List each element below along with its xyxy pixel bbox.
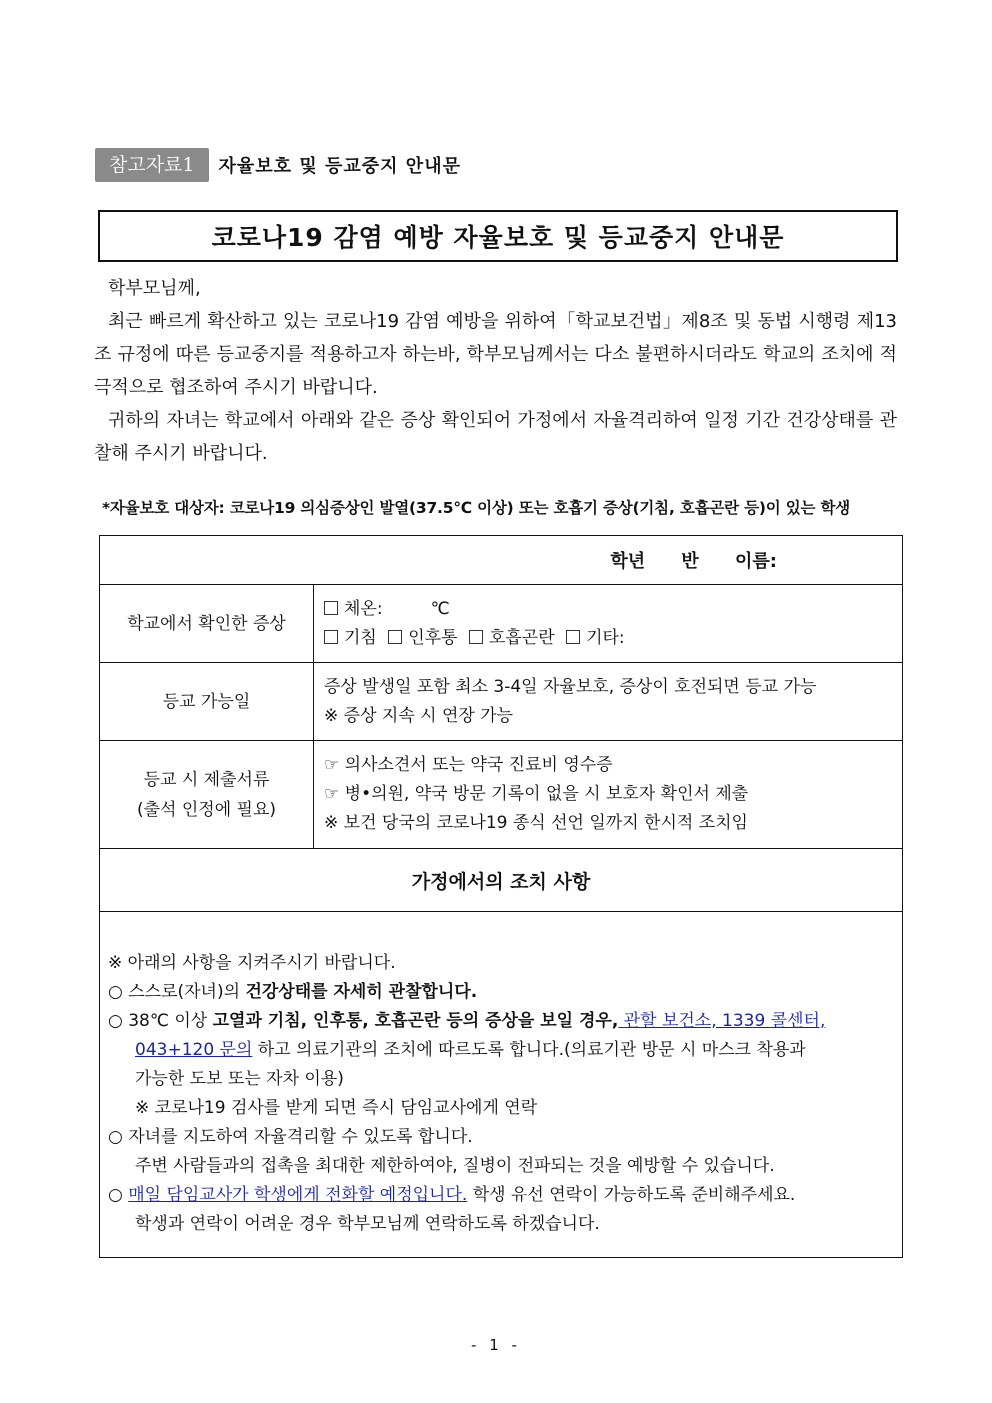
symptoms-value	[314, 585, 903, 663]
student-name-line: 학년 반 이름:	[100, 536, 903, 585]
home-measures-body	[100, 912, 903, 1258]
documents-line-3: ※ 보건 당국의 코로나19 종식 선언 일까지 한시적 조치임	[324, 813, 748, 833]
page-number: - 1 -	[471, 1336, 521, 1354]
intro-paragraph-2: 귀하의 자녀는 학교에서 아래와 같은 증상 확인되어 가정에서 자율격리하여 일정 기간 건강상태를 관찰해 주시기 바랍니다.	[94, 410, 897, 464]
home-line-4: 043+120 문의 하고 의료기관의 조치에 따르도록 합니다.(의료기관 방문 시 마스크 착용과	[135, 1039, 806, 1060]
home-line-3: ○ 38℃ 이상 고열과 기침, 인후통, 호흡곤란 등의 증상을 보일 경우, 관할 보건소, 1339 콜센터,	[108, 1010, 826, 1031]
documents-line-1: ☞ 의사소견서 또는 약국 진료비 영수증	[324, 755, 613, 775]
home-line-10: 학생과 연락이 어려운 경우 학부모님께 연락하도록 하겠습니다.	[135, 1213, 600, 1234]
return-date-label: 등교 가능일	[100, 663, 314, 741]
documents-label-line-1: 등교 시 제출서류	[143, 769, 270, 790]
reference-header	[95, 148, 461, 182]
notice-form-table	[99, 535, 903, 1258]
document-title: 코로나19 감염 예방 자율보호 및 등교중지 안내문	[98, 210, 898, 262]
temperature-unit: ℃	[430, 598, 450, 619]
documents-value	[314, 741, 903, 849]
home-line-1: ※ 아래의 사항을 지켜주시기 바랍니다.	[108, 952, 396, 973]
sore-throat-checkbox[interactable]	[388, 630, 402, 644]
return-date-line-2: ※ 증상 지속 시 연장 가능	[324, 705, 514, 726]
home-measures-header: 가정에서의 조치 사항	[100, 849, 903, 912]
reference-subtitle: 자율보호 및 등교중지 안내문	[218, 156, 461, 177]
home-line-8: 주변 사람들과의 접촉을 최대한 제한하여야, 질병이 전파되는 것을 예방할 수 있습니다.	[135, 1155, 775, 1176]
home-line-2: ○ 스스로(자녀)의 건강상태를 자세히 관찰합니다.	[108, 981, 478, 1002]
health-center-link[interactable]: 관할 보건소, 1339 콜센터,	[618, 1010, 826, 1031]
hotline-link[interactable]: 043+120 문의	[135, 1039, 253, 1060]
documents-label	[100, 741, 314, 849]
other-checkbox[interactable]	[566, 630, 580, 644]
home-line-7: ○ 자녀를 지도하여 자율격리할 수 있도록 합니다.	[108, 1126, 473, 1147]
home-line-6: ※ 코로나19 검사를 받게 되면 즉시 담임교사에게 연락	[135, 1097, 538, 1118]
symptoms-label: 학교에서 확인한 증상	[100, 585, 314, 663]
breathing-label: 호흡곤란	[488, 627, 555, 648]
reference-badge: 참고자료1	[95, 148, 209, 182]
teacher-call-link[interactable]: 매일 담임교사가 학생에게 전화할 예정입니다.	[128, 1184, 468, 1205]
other-label: 기타:	[586, 627, 625, 648]
cough-checkbox[interactable]	[324, 630, 338, 644]
temperature-checkbox[interactable]	[324, 601, 338, 615]
breathing-checkbox[interactable]	[469, 630, 483, 644]
documents-label-line-2: (출석 인정에 필요)	[136, 799, 277, 820]
home-line-5: 가능한 도보 또는 자차 이용)	[135, 1068, 344, 1089]
return-date-value	[314, 663, 903, 741]
temperature-label: 체온:	[344, 598, 383, 619]
sore-throat-label: 인후통	[408, 627, 458, 648]
return-date-line-1: 증상 발생일 포함 최소 3-4일 자율보호, 증상이 호전되면 등교 가능	[324, 676, 817, 697]
intro-paragraph-1: 최근 빠르게 확산하고 있는 코로나19 감염 예방을 위하여「학교보건법」제8조 및 동법 시행령 제13조 규정에 따른 등교중지를 적용하고자 하는바, 학부모님께서는 다소 불편하시더라도 학교의 조치에 적극적으로 협조하여 주시기 바랍니다.	[94, 311, 897, 398]
cough-label: 기침	[344, 627, 377, 648]
documents-line-2: ☞ 병•의원, 약국 방문 기록이 없을 시 보호자 확인서 제출	[324, 784, 749, 804]
intro-text	[94, 272, 897, 470]
greeting: 학부모님께,	[108, 278, 201, 299]
target-note: *자율보호 대상자: 코로나19 의심증상인 발열(37.5℃ 이상) 또는 호흡기 증상(기침, 호흡곤란 등)이 있는 학생	[102, 499, 851, 517]
home-line-9: ○ 매일 담임교사가 학생에게 전화할 예정입니다. 학생 유선 연락이 가능하도록 준비해주세요.	[108, 1184, 796, 1205]
